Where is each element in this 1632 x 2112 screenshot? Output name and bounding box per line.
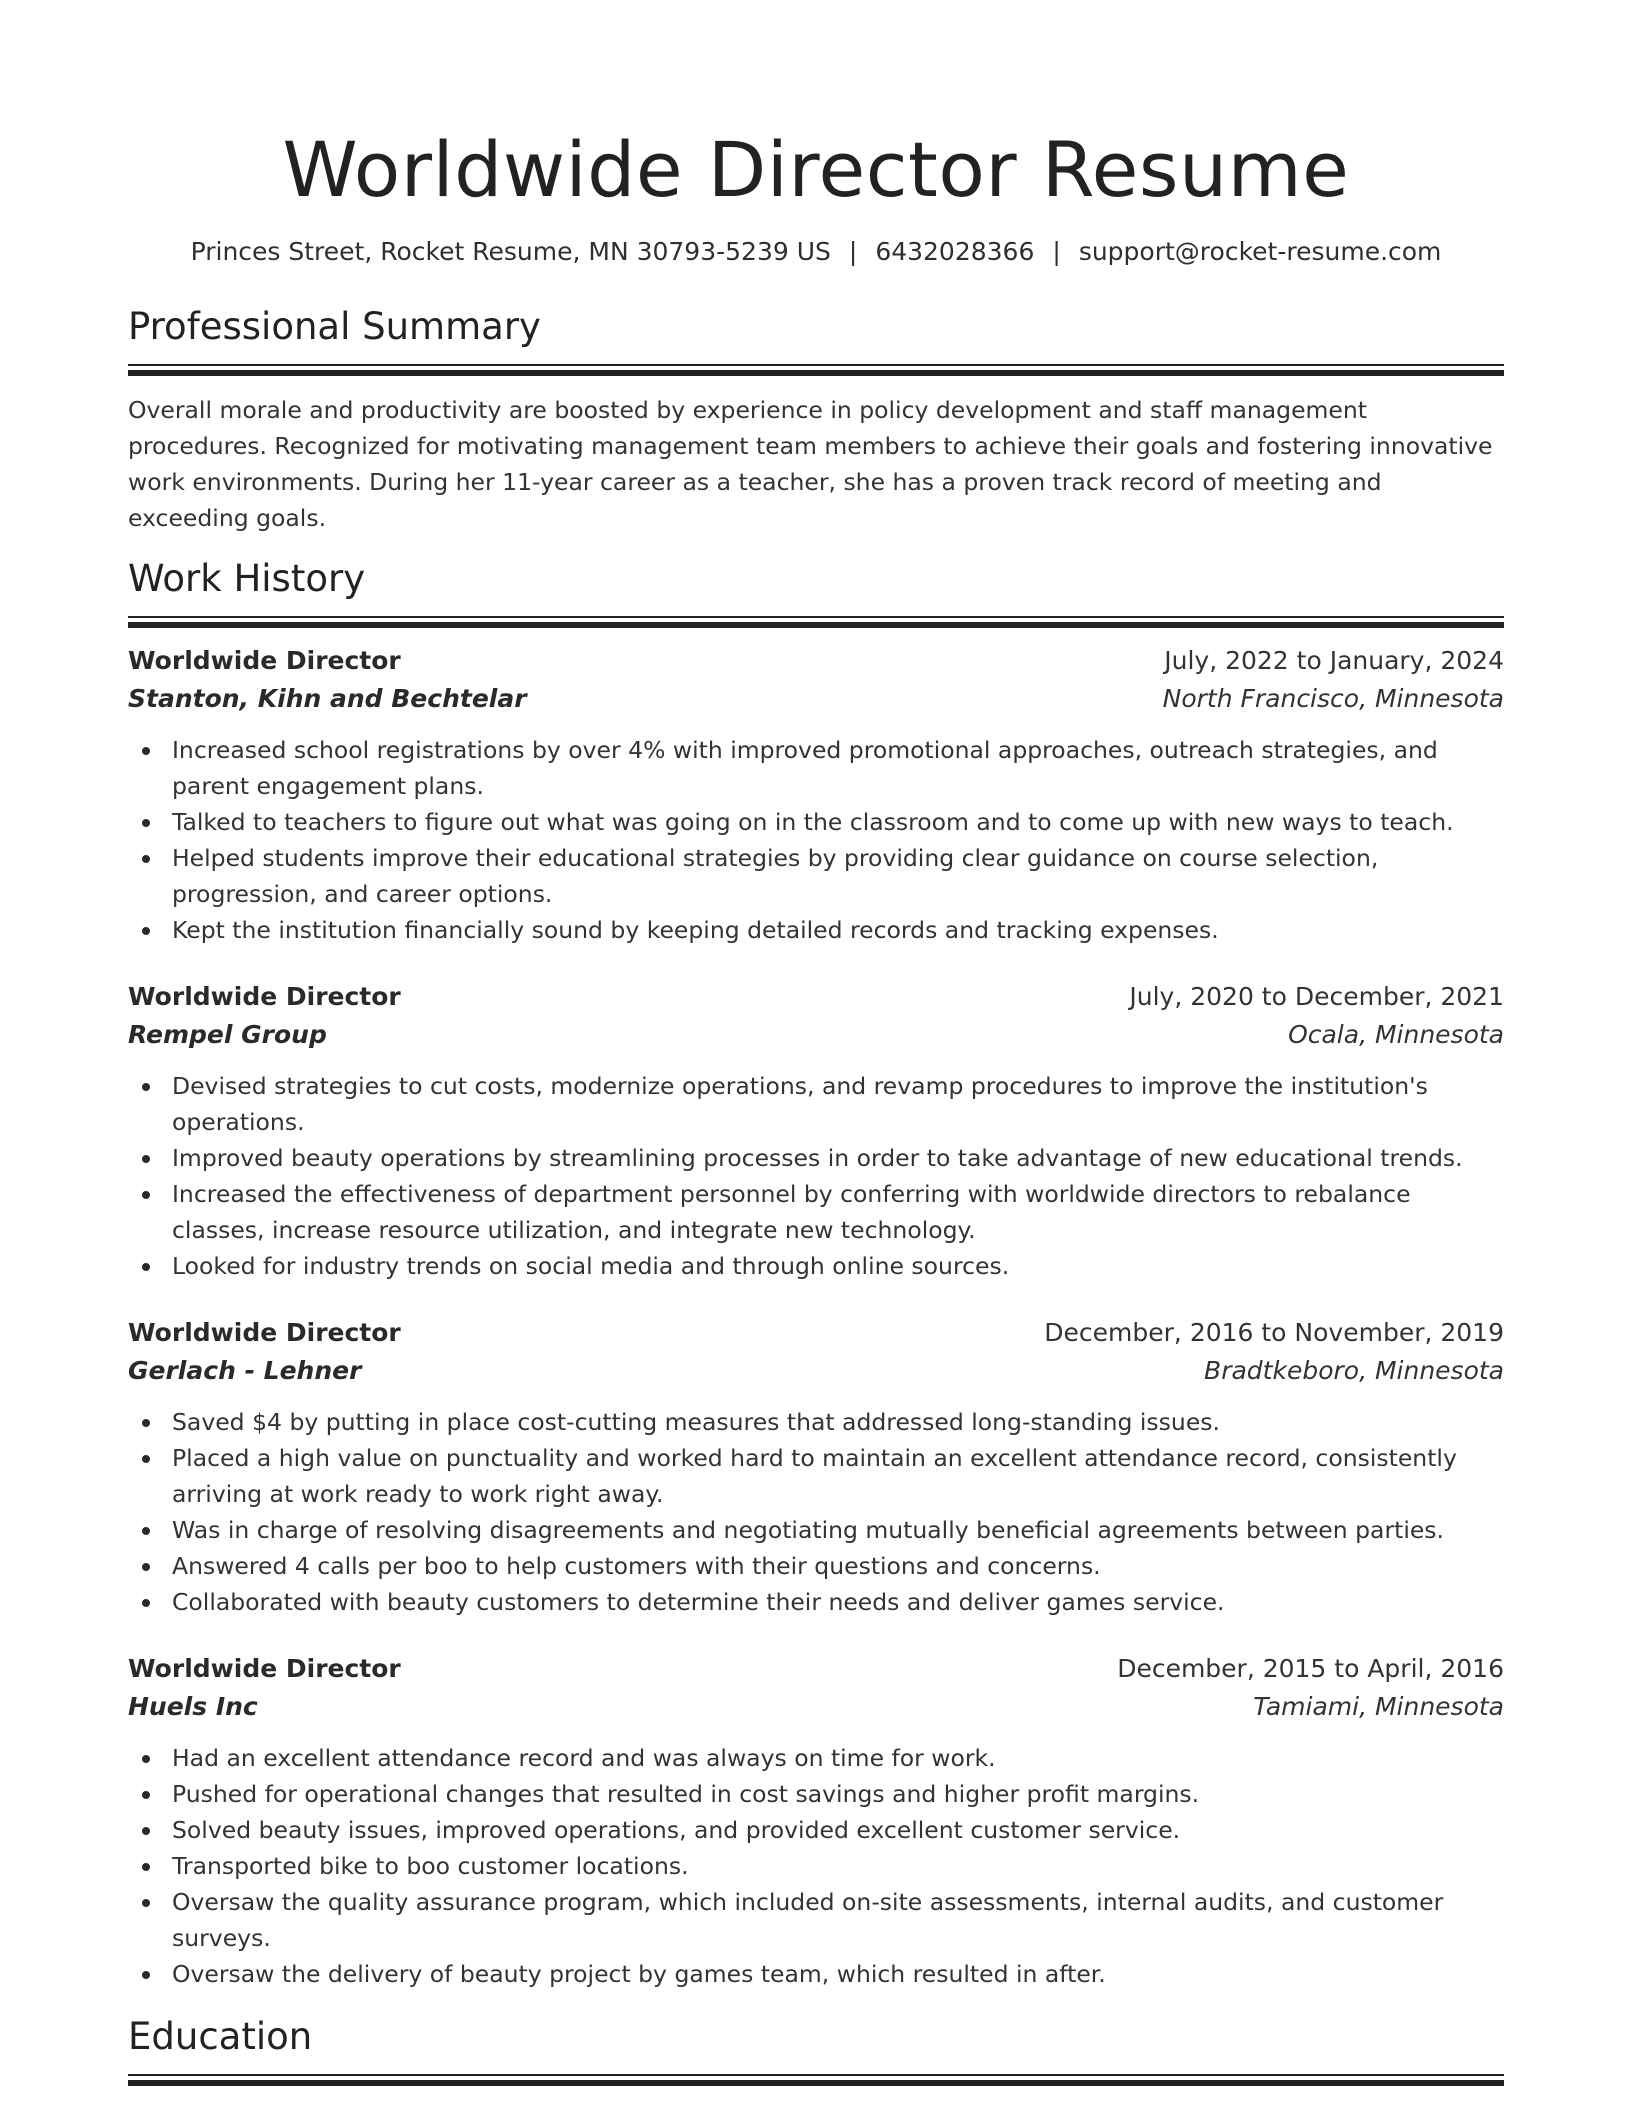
section-title-summary: Professional Summary	[128, 305, 541, 348]
job-title: Worldwide Director	[128, 646, 401, 675]
education-section	[128, 2012, 1504, 2086]
bullet-dot-icon	[142, 1863, 150, 1871]
bullet-dot-icon	[142, 1899, 150, 1907]
bullet-dot-icon	[142, 1791, 150, 1799]
bullet-dot-icon	[142, 1191, 150, 1199]
job-bullet	[172, 1404, 1504, 1440]
job-dates: July, 2022 to January, 2024	[1164, 646, 1504, 675]
job-company-row	[128, 1016, 1504, 1054]
bullet-dot-icon	[142, 1263, 150, 1271]
job-company: Rempel Group	[128, 1020, 327, 1049]
job-entry	[128, 1314, 1504, 1620]
job-bullet	[172, 1548, 1504, 1584]
job-bullet-list	[128, 1068, 1504, 1284]
job-company-row	[128, 1352, 1504, 1390]
summary-text: Overall morale and productivity are boosted by experience in policy development and staff management procedures. Recognized for motivating management team members to achieve their goals and fostering innovative work environments. During her 11-year career as a teacher, she has a proven track record of meeting and exceeding goals.	[128, 396, 1493, 532]
job-bullet	[172, 1176, 1504, 1248]
contact-separator: |	[848, 237, 858, 266]
job-bullet-text: Kept the institution financially sound by keeping detailed records and tracking expenses.	[172, 916, 1219, 944]
job-company-row	[128, 680, 1504, 718]
job-header-row	[128, 642, 1504, 680]
job-bullet-text: Looked for industry trends on social media and through online sources.	[172, 1252, 1010, 1280]
resume-page	[128, 0, 1504, 2086]
job-header-row	[128, 978, 1504, 1016]
contact-separator: |	[1052, 237, 1061, 266]
job-bullet-text: Talked to teachers to figure out what was going on in the classroom and to come up with new ways to teach.	[172, 808, 1454, 836]
job-bullet-list	[128, 732, 1504, 948]
job-bullet-text: Oversaw the delivery of beauty project by games team, which resulted in after.	[172, 1960, 1106, 1988]
contact-phone: 6432028366	[875, 237, 1035, 266]
section-title-education: Education	[128, 2015, 313, 2058]
section-divider	[128, 2074, 1504, 2086]
job-bullet	[172, 1248, 1504, 1284]
job-bullet-text: Helped students improve their educational strategies by providing clear guidance on course selection, progression, and career options.	[172, 844, 1379, 908]
bullet-dot-icon	[142, 1563, 150, 1571]
bullet-dot-icon	[142, 1755, 150, 1763]
job-bullet-list	[128, 1404, 1504, 1620]
job-title: Worldwide Director	[128, 1654, 401, 1683]
section-divider	[128, 364, 1504, 376]
bullet-dot-icon	[142, 747, 150, 755]
job-bullet	[172, 1812, 1504, 1848]
job-bullet-text: Devised strategies to cut costs, modernize operations, and revamp procedures to improve the institution's operations.	[172, 1072, 1428, 1136]
bullet-dot-icon	[142, 927, 150, 935]
job-entry	[128, 1650, 1504, 1992]
job-bullet	[172, 840, 1504, 912]
job-bullet	[172, 1068, 1504, 1140]
bullet-dot-icon	[142, 1083, 150, 1091]
job-bullet-text: Transported bike to boo customer locations.	[172, 1852, 689, 1880]
section-title-work-history: Work History	[128, 557, 366, 600]
job-header-row	[128, 1650, 1504, 1688]
contact-email: support@rocket-resume.com	[1078, 237, 1442, 266]
job-company: Stanton, Kihn and Bechtelar	[128, 684, 527, 713]
job-header-row	[128, 1314, 1504, 1352]
job-bullet-text: Increased the effectiveness of department personnel by conferring with worldwide directors to rebalance classes, increase resource utilization, and integrate new technology.	[172, 1180, 1411, 1244]
job-entry	[128, 642, 1504, 948]
bullet-dot-icon	[142, 1527, 150, 1535]
job-location: North Francisco, Minnesota	[1162, 684, 1504, 713]
job-bullet	[172, 1512, 1504, 1548]
summary-section	[128, 302, 1504, 536]
job-bullet	[172, 1440, 1504, 1512]
job-bullet-text: Collaborated with beauty customers to determine their needs and deliver games service.	[172, 1588, 1225, 1616]
job-bullet	[172, 1740, 1504, 1776]
bullet-dot-icon	[142, 1599, 150, 1607]
job-bullet-text: Placed a high value on punctuality and worked hard to maintain an excellent attendance record, consistently arriving at work ready to work right away.	[172, 1444, 1457, 1508]
bullet-dot-icon	[142, 1419, 150, 1427]
job-bullet	[172, 804, 1504, 840]
job-dates: December, 2016 to November, 2019	[1044, 1318, 1504, 1347]
job-dates: July, 2020 to December, 2021	[1129, 982, 1504, 1011]
bullet-dot-icon	[142, 1455, 150, 1463]
job-bullet-text: Answered 4 calls per boo to help customers with their questions and concerns.	[172, 1552, 1101, 1580]
job-bullet	[172, 1776, 1504, 1812]
job-bullet-list	[128, 1740, 1504, 1992]
contact-address: Princes Street, Rocket Resume, MN 30793-5239 US	[190, 237, 831, 266]
job-bullet	[172, 912, 1504, 948]
job-bullet	[172, 1140, 1504, 1176]
job-bullet	[172, 732, 1504, 804]
job-company: Huels Inc	[128, 1692, 258, 1721]
job-bullet-text: Improved beauty operations by streamlining processes in order to take advantage of new educational trends.	[172, 1144, 1463, 1172]
section-divider	[128, 616, 1504, 628]
job-location: Ocala, Minnesota	[1288, 1020, 1504, 1049]
job-bullet-text: Saved $4 by putting in place cost-cutting measures that addressed long-standing issues.	[172, 1408, 1220, 1436]
bullet-dot-icon	[142, 1827, 150, 1835]
job-bullet-text: Solved beauty issues, improved operations, and provided excellent customer service.	[172, 1816, 1181, 1844]
job-bullet-text: Oversaw the quality assurance program, which included on-site assessments, internal audits, and customer surveys.	[172, 1888, 1444, 1952]
resume-title: Worldwide Director Resume	[282, 125, 1350, 214]
job-bullet	[172, 1956, 1504, 1992]
work-history-section	[128, 554, 1504, 1992]
job-company-row	[128, 1688, 1504, 1726]
job-bullet	[172, 1848, 1504, 1884]
job-bullet-text: Was in charge of resolving disagreements and negotiating mutually beneficial agreements between parties.	[172, 1516, 1445, 1544]
job-bullet-text: Pushed for operational changes that resulted in cost savings and higher profit margins.	[172, 1780, 1200, 1808]
bullet-dot-icon	[142, 819, 150, 827]
job-dates: December, 2015 to April, 2016	[1117, 1654, 1504, 1683]
job-title: Worldwide Director	[128, 982, 401, 1011]
job-bullet-text: Had an excellent attendance record and was always on time for work.	[172, 1744, 996, 1772]
job-bullet	[172, 1584, 1504, 1620]
job-entry	[128, 978, 1504, 1284]
job-location: Tamiami, Minnesota	[1253, 1692, 1504, 1721]
contact-line	[128, 236, 1504, 268]
job-location: Bradtkeboro, Minnesota	[1204, 1356, 1504, 1385]
bullet-dot-icon	[142, 855, 150, 863]
bullet-dot-icon	[142, 1971, 150, 1979]
job-bullet	[172, 1884, 1504, 1956]
job-company: Gerlach - Lehner	[128, 1356, 362, 1385]
job-title: Worldwide Director	[128, 1318, 401, 1347]
job-bullet-text: Increased school registrations by over 4% with improved promotional approaches, outreach strategies, and parent engagement plans.	[172, 736, 1438, 800]
bullet-dot-icon	[142, 1155, 150, 1163]
